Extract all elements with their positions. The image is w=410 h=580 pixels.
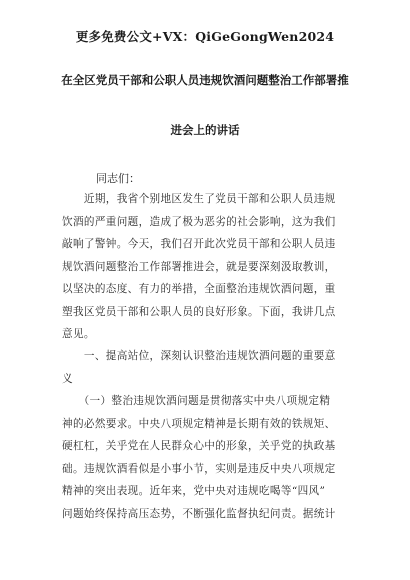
paragraph-line: 精神的突出表现。近年来，党中央对违规吃喝等“四风” [62,485,326,497]
paragraph-line: 饮酒的严重问题，造成了极为恶劣的社会影响，这为我们 [62,215,336,228]
paragraph-line: 意见。 [62,328,95,340]
paragraph-line: 以坚决的态度、有力的举措，全面整治违规饮酒问题，重 [62,283,336,295]
paragraph-line: 义 [62,372,73,385]
paragraph-line: 近期，我省个别地区发生了党员干部和公职人员违规 [62,193,336,205]
salutation: 同志们： [96,172,140,185]
paragraph-line: （一）整治违规饮酒问题是贯彻落实中央八项规定精 [62,395,331,407]
section-heading-1 [62,345,354,390]
document-title-line-1: 在全区党员干部和公职人员违规饮酒问题整治工作部署推 [61,73,349,87]
paragraph-subsection-1 [62,390,354,525]
paragraph-line: 神的必然要求。中央八项规定精神是长期有效的铁规矩、 [62,417,336,430]
document-title-line-2: 进会上的讲话 [170,123,240,137]
paragraph-line: 敲响了警钟。今天，我们召开此次党员干部和公职人员违 [62,238,336,250]
paragraph-line: 一、提高站位，深刻认识整治违规饮酒问题的重要意 [62,350,336,362]
paragraph-line: 规饮酒问题整治工作部署推进会，就是要深刻汲取教训， [62,260,336,273]
paragraph-intro [62,188,354,346]
header-notice: 更多免费公文+VX：QiGeGongWen2024 [75,29,335,44]
paragraph-line: 础。违规饮酒看似是小事小节，实则是违反中央八项规定 [62,462,336,475]
paragraph-line: 硬杠杠，关乎党在人民群众心中的形象，关乎党的执政基 [62,440,336,452]
paragraph-line: 问题始终保持高压态势，不断强化监督执纪问责。据统计 [62,507,336,520]
paragraph-line: 塑我区党员干部和公职人员的良好形象。下面，我讲几点 [62,305,336,318]
